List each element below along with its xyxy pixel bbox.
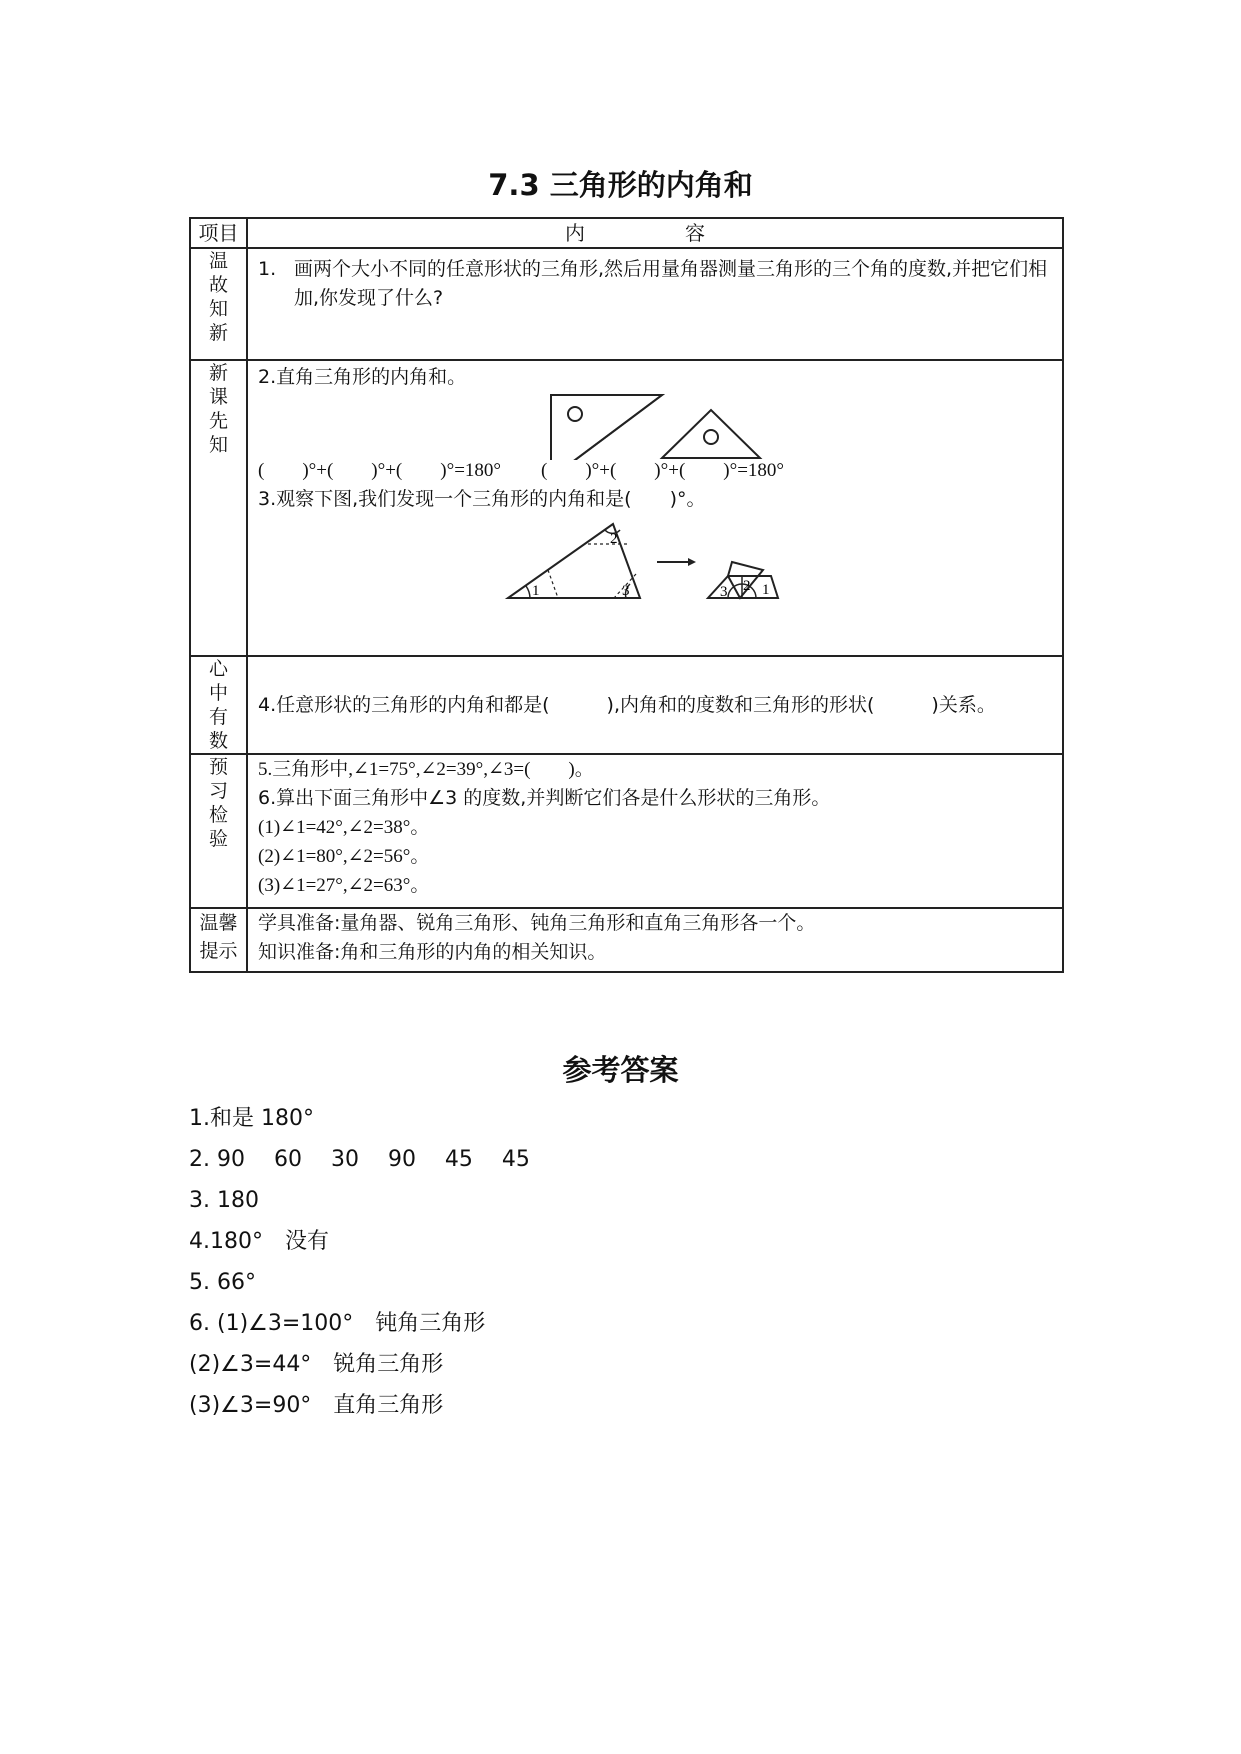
row-label-review: 温 故 知 新 [190,248,247,360]
set-square-hole-b [704,430,718,444]
row-content-check [247,754,1063,908]
rearranged-label-3: 3 [720,584,728,600]
answer-line: (3)∠3=90° 直角三角形 [189,1393,444,1418]
answers-title: 参考答案 [562,1053,679,1087]
set-square-45 [662,410,760,458]
answer-line: 3. 180 [189,1188,259,1213]
row-preview [190,360,1063,656]
row-mastery [190,656,1063,754]
question-1-text: 画两个大小不同的任意形状的三角形,然后用量角器测量三角形的三个角的度数,并把它们相加,你发现了什么? [294,258,1048,309]
arrow-head [688,558,696,566]
rearranged-label-2: 2 [743,578,751,594]
question-2: 2.直角三角形的内角和。 [258,366,467,388]
answer-line: 6. (1)∠3=100° 钝角三角形 [189,1311,486,1336]
angle-sum-figure [258,514,1058,604]
fold-line-left [548,570,558,598]
question-6-item-3: (3)∠1=27°,∠2=63°。 [258,875,430,896]
row-label-preview: 新 课 先 知 [190,360,247,656]
answer-line: 2. 90 60 30 90 45 45 [189,1147,530,1172]
tip-tools: 学具准备:量角器、锐角三角形、钝角三角形和直角三角形各一个。 [258,912,816,934]
answer-line: 1.和是 180° [189,1106,314,1131]
row-label-tips: 温馨 提示 [190,908,247,972]
row-review [190,248,1063,360]
row-label-check: 预 习 检 验 [190,754,247,908]
row-check [190,754,1063,908]
answer-line: 5. 66° [189,1270,256,1295]
row-content-tips [247,908,1063,972]
table-header-row [190,218,1063,248]
tip-knowledge: 知识准备:角和三角形的内角的相关知识。 [258,941,607,963]
question-4: 4.任意形状的三角形的内角和都是( ),内角和的度数和三角形的形状( )关系。 [258,693,996,716]
set-square-30-60 [551,395,662,460]
answer-line: (2)∠3=44° 锐角三角形 [189,1352,444,1377]
lesson-table [189,217,1064,973]
angle-label-1: 1 [532,583,540,599]
row-content-mastery [247,656,1063,754]
answer-line: 4.180° 没有 [189,1229,329,1254]
question-2-fill-right: ( )°+( )°+( )°=180° [541,460,785,481]
angle-label-2: 2 [610,531,618,547]
angle-label-3: 3 [622,583,630,599]
answers-list [189,1098,530,1426]
header-content: 内 容 [247,218,1063,248]
header-item: 项目 [190,218,247,248]
question-6-item-2: (2)∠1=80°,∠2=56°。 [258,846,430,867]
original-triangle [508,524,640,598]
row-content-review [247,248,1063,360]
question-5: 5.三角形中,∠1=75°,∠2=39°,∠3=( )。 [258,759,594,780]
right-isosceles-... [551,395,662,460]
row-content-preview [247,360,1063,656]
question-2-fill-left: ( )°+( )°+( )°=180° [258,460,502,481]
question-6: 6.算出下面三角形中∠3 的度数,并判断它们各是什么形状的三角形。 [258,787,831,809]
rearranged-label-1: 1 [762,582,770,598]
question-6-item-1: (1)∠1=42°,∠2=38°。 [258,817,430,838]
set-squares-figure [258,390,1058,460]
question-3: 3.观察下图,我们发现一个三角形的内角和是( )°。 [258,488,706,510]
row-tips [190,908,1063,972]
row-label-mastery: 心 中 有 数 [190,656,247,754]
question-1-number: 1. [258,258,277,280]
set-square-hole-a [568,407,582,421]
page-title: 7.3 三角形的内角和 [488,168,753,202]
angle-1-arc [526,586,530,598]
